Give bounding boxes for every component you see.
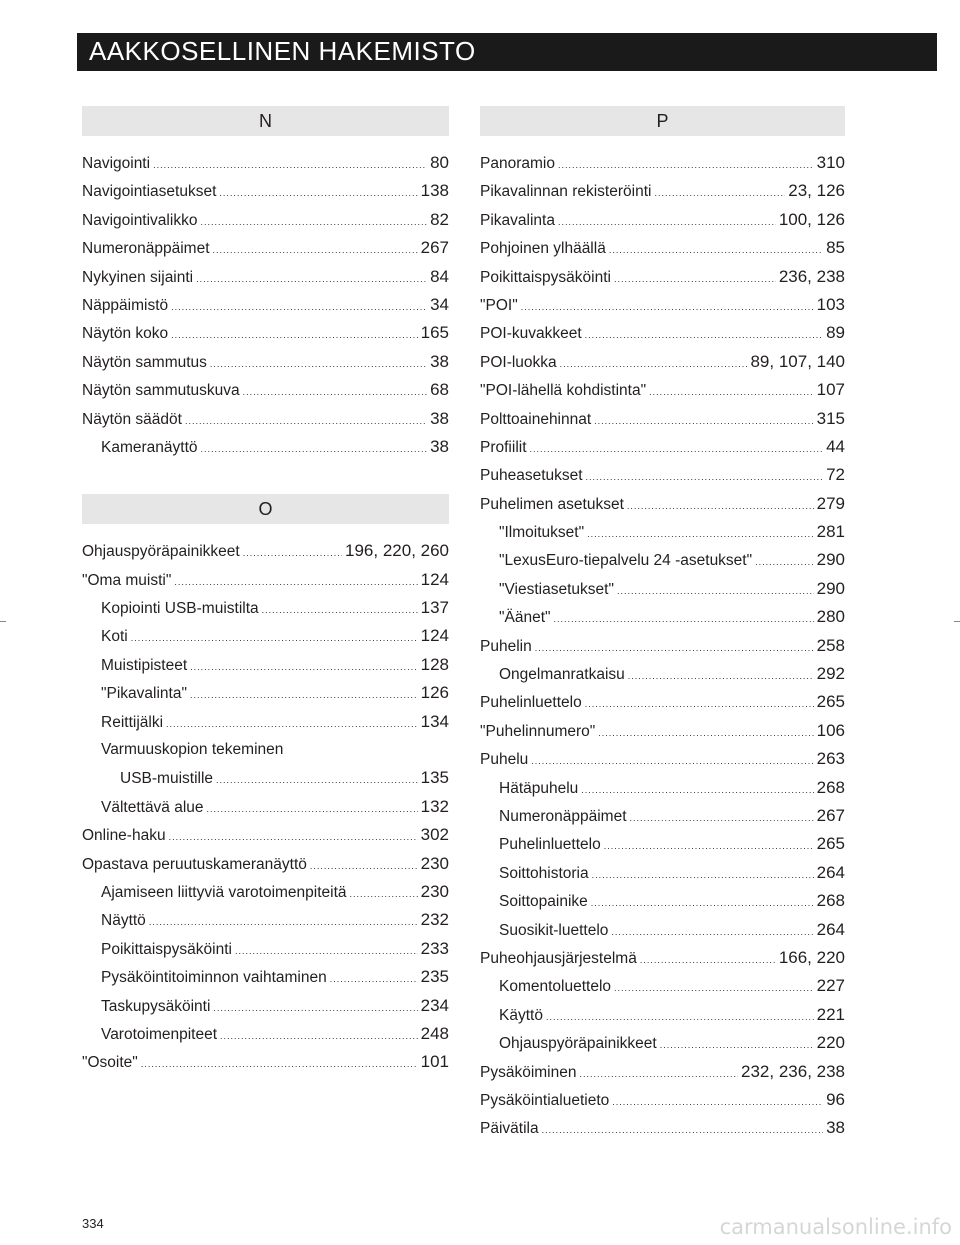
index-entry bbox=[480, 887, 845, 915]
index-term: Puhelimen asetukset bbox=[480, 495, 624, 513]
index-entry bbox=[480, 461, 845, 489]
index-page-ref: 290 bbox=[816, 550, 845, 570]
index-term: Numeronäppäimet bbox=[499, 807, 627, 825]
index-term: "Pikavalinta" bbox=[101, 685, 187, 703]
index-entry bbox=[480, 490, 845, 518]
index-page-ref: 264 bbox=[816, 919, 845, 939]
dot-leader bbox=[262, 596, 418, 622]
index-page-ref: 72 bbox=[826, 465, 845, 485]
index-entry bbox=[82, 878, 449, 906]
index-entry bbox=[82, 319, 449, 347]
dot-leader bbox=[310, 852, 418, 878]
index-page-ref: 23, 126 bbox=[788, 181, 845, 201]
index-entry bbox=[480, 688, 845, 716]
index-term: Navigointivalikko bbox=[82, 211, 198, 229]
dot-leader bbox=[554, 605, 814, 631]
dot-leader bbox=[627, 492, 814, 518]
dot-leader bbox=[755, 548, 814, 574]
index-entry bbox=[82, 206, 449, 234]
index-term: Taskupysäköinti bbox=[101, 997, 211, 1015]
dot-leader bbox=[640, 946, 776, 972]
index-page-ref: 265 bbox=[816, 834, 845, 854]
right-column bbox=[480, 106, 845, 1143]
index-term: Profiilit bbox=[480, 438, 527, 456]
index-entry bbox=[480, 632, 845, 660]
dot-leader bbox=[166, 710, 418, 736]
index-term: Koti bbox=[101, 628, 128, 646]
page-title: AAKKOSELLINEN HAKEMISTO bbox=[89, 36, 476, 66]
index-term: "LexusEuro-tiepalvelu 24 -asetukset" bbox=[499, 552, 753, 570]
crop-mark-right bbox=[954, 621, 960, 622]
index-page-ref: 134 bbox=[420, 711, 449, 731]
index-entry bbox=[480, 1086, 845, 1114]
index-page-ref: 290 bbox=[816, 578, 845, 598]
index-entry bbox=[480, 944, 845, 972]
index-page-ref: 232 bbox=[420, 910, 449, 930]
dot-leader bbox=[604, 832, 814, 858]
dot-leader bbox=[592, 861, 814, 887]
index-page-ref: 230 bbox=[420, 881, 449, 901]
dot-leader bbox=[546, 1003, 814, 1029]
dot-leader bbox=[141, 1050, 418, 1076]
index-term: Soittohistoria bbox=[499, 864, 589, 882]
page-number: 334 bbox=[82, 1216, 104, 1231]
index-page-ref: 44 bbox=[826, 436, 845, 456]
dot-leader bbox=[558, 208, 776, 234]
dot-leader bbox=[580, 1060, 739, 1086]
index-term: POI-kuvakkeet bbox=[480, 325, 582, 343]
section-header-p: P bbox=[480, 106, 845, 136]
index-entry bbox=[82, 935, 449, 963]
section-p-entries bbox=[480, 149, 845, 1143]
index-term: Opastava peruutuskameranäyttö bbox=[82, 855, 307, 873]
dot-leader bbox=[581, 776, 813, 802]
index-page-ref: 235 bbox=[420, 967, 449, 987]
dot-leader bbox=[131, 624, 418, 650]
section-n-entries bbox=[82, 149, 449, 461]
index-entry bbox=[480, 348, 845, 376]
index-entry bbox=[480, 1029, 845, 1057]
index-term: "Oma muisti" bbox=[82, 571, 172, 589]
index-term: Navigointiasetukset bbox=[82, 183, 217, 201]
index-page-ref: 248 bbox=[420, 1023, 449, 1043]
dot-leader bbox=[243, 378, 427, 404]
index-term: Näytön sammutuskuva bbox=[82, 382, 240, 400]
index-term: "Osoite" bbox=[82, 1054, 138, 1072]
index-term: Nykyinen sijainti bbox=[82, 268, 194, 286]
index-page-ref: 264 bbox=[816, 862, 845, 882]
index-page-ref: 89 bbox=[826, 323, 845, 343]
index-entry bbox=[82, 376, 449, 404]
dot-leader bbox=[558, 151, 814, 177]
dot-leader bbox=[611, 918, 813, 944]
index-entry bbox=[82, 736, 449, 764]
left-column bbox=[82, 106, 449, 1077]
dot-leader bbox=[587, 520, 814, 546]
index-entry bbox=[82, 263, 449, 291]
index-term: Varotoimenpiteet bbox=[101, 1025, 218, 1043]
index-entry bbox=[82, 992, 449, 1020]
index-entry bbox=[82, 348, 449, 376]
index-page-ref: 302 bbox=[420, 825, 449, 845]
index-term: USB-muistille bbox=[120, 770, 214, 788]
dot-leader bbox=[617, 577, 814, 603]
dot-leader bbox=[598, 719, 813, 745]
index-term: Panoramio bbox=[480, 155, 555, 172]
index-page-ref: 268 bbox=[816, 777, 845, 797]
index-term: "Äänet" bbox=[499, 609, 551, 627]
index-page-ref: 80 bbox=[430, 153, 449, 172]
index-entry bbox=[82, 708, 449, 736]
index-term: Kopiointi USB-muistilta bbox=[101, 600, 259, 618]
index-entry bbox=[82, 234, 449, 262]
index-entry bbox=[480, 575, 845, 603]
index-entry bbox=[480, 916, 845, 944]
dot-leader bbox=[213, 236, 418, 262]
index-term: Varmuuskopion tekeminen bbox=[101, 741, 284, 759]
index-term: Kameranäyttö bbox=[101, 438, 198, 456]
dot-leader bbox=[612, 1088, 823, 1114]
dot-leader bbox=[614, 974, 814, 1000]
index-page-ref: 107 bbox=[816, 380, 845, 400]
dot-leader bbox=[585, 690, 814, 716]
index-term: Poikittaispysäköinti bbox=[480, 268, 611, 286]
index-term: Vältettävä alue bbox=[101, 798, 204, 816]
index-entry bbox=[82, 1048, 449, 1076]
dot-leader bbox=[185, 407, 427, 433]
index-entry bbox=[480, 149, 845, 177]
index-entry bbox=[480, 972, 845, 1000]
index-entry bbox=[480, 717, 845, 745]
index-term: Ohjauspyöräpainikkeet bbox=[82, 543, 240, 561]
index-page-ref: 166, 220 bbox=[778, 947, 845, 967]
index-entry bbox=[480, 774, 845, 802]
dot-leader bbox=[350, 880, 418, 906]
index-page-ref: 38 bbox=[826, 1118, 845, 1138]
dot-leader bbox=[609, 236, 823, 262]
dot-leader bbox=[542, 1116, 823, 1142]
dot-leader bbox=[649, 378, 814, 404]
dot-leader bbox=[654, 179, 785, 205]
index-entry bbox=[82, 291, 449, 319]
dot-leader bbox=[210, 350, 427, 376]
index-entry bbox=[82, 821, 449, 849]
index-page-ref: 258 bbox=[816, 635, 845, 655]
index-term: Polttoainehinnat bbox=[480, 410, 592, 428]
index-page-ref: 230 bbox=[420, 853, 449, 873]
index-term: Pikavalinta bbox=[480, 211, 555, 229]
index-entry bbox=[480, 433, 845, 461]
index-term: Soittopainike bbox=[499, 893, 588, 911]
index-page-ref: 315 bbox=[816, 408, 845, 428]
index-term: Puhelinluettelo bbox=[499, 836, 601, 854]
index-term: Puheasetukset bbox=[480, 467, 583, 485]
dot-leader bbox=[530, 435, 824, 461]
dot-leader bbox=[628, 662, 814, 688]
index-page-ref: 236, 238 bbox=[778, 266, 845, 286]
dot-leader bbox=[235, 937, 418, 963]
dot-leader bbox=[614, 265, 776, 291]
index-entry bbox=[480, 263, 845, 291]
index-page-ref: 38 bbox=[430, 351, 449, 371]
index-entry bbox=[480, 802, 845, 830]
dot-leader bbox=[153, 151, 427, 177]
dot-leader bbox=[190, 653, 417, 679]
index-page-ref: 135 bbox=[420, 768, 449, 788]
dot-leader bbox=[190, 681, 418, 707]
index-page-ref: 85 bbox=[826, 238, 845, 258]
index-entry bbox=[82, 149, 449, 177]
index-page-ref: 84 bbox=[430, 266, 449, 286]
index-term: Puheohjausjärjestelmä bbox=[480, 949, 637, 967]
index-page-ref: 100, 126 bbox=[778, 209, 845, 229]
index-entry bbox=[480, 206, 845, 234]
index-entry bbox=[82, 566, 449, 594]
index-page-ref: 106 bbox=[816, 720, 845, 740]
index-page-ref: 233 bbox=[420, 938, 449, 958]
dot-leader bbox=[560, 350, 748, 376]
index-page-ref: 34 bbox=[430, 294, 449, 314]
index-page-ref: 227 bbox=[816, 976, 845, 996]
dot-leader bbox=[586, 463, 824, 489]
dot-leader bbox=[594, 407, 813, 433]
index-entry bbox=[480, 603, 845, 631]
index-term: Näyttö bbox=[101, 912, 146, 930]
index-term: Pysäköiminen bbox=[480, 1063, 577, 1081]
index-term: Ajamiseen liittyviä varotoimenpiteitä bbox=[101, 883, 347, 901]
index-term: Hätäpuhelu bbox=[499, 779, 579, 797]
section-header-o: O bbox=[82, 494, 449, 524]
index-page-ref: 126 bbox=[420, 683, 449, 703]
dot-leader bbox=[585, 321, 823, 347]
index-entry bbox=[82, 433, 449, 461]
index-term: "POI-lähellä kohdistinta" bbox=[480, 382, 647, 400]
index-page-ref: 103 bbox=[816, 294, 845, 314]
index-page-ref: 132 bbox=[420, 796, 449, 816]
index-entry bbox=[480, 1114, 845, 1142]
index-page-ref: 89, 107, 140 bbox=[750, 351, 845, 371]
dot-leader bbox=[243, 539, 342, 565]
dot-leader bbox=[660, 1031, 814, 1057]
index-page-ref: 96 bbox=[826, 1089, 845, 1109]
index-entry bbox=[480, 234, 845, 262]
index-term: Ongelmanratkaisu bbox=[499, 666, 625, 684]
index-entry bbox=[480, 859, 845, 887]
dot-leader bbox=[216, 766, 418, 792]
dot-leader bbox=[591, 889, 814, 915]
index-entry bbox=[480, 405, 845, 433]
index-entry bbox=[82, 537, 449, 565]
index-term: Näppäimistö bbox=[82, 296, 169, 314]
index-term: Pohjoinen ylhäällä bbox=[480, 240, 606, 258]
index-term: "POI" bbox=[480, 296, 518, 314]
index-term: Pysäköintitoiminnon vaihtaminen bbox=[101, 969, 327, 987]
index-page-ref: 268 bbox=[816, 891, 845, 911]
dot-leader bbox=[630, 804, 814, 830]
index-page-ref: 267 bbox=[420, 238, 449, 258]
index-page-ref: 137 bbox=[420, 598, 449, 618]
index-page-ref: 263 bbox=[816, 749, 845, 769]
dot-leader bbox=[174, 568, 417, 594]
index-page-ref: 38 bbox=[430, 408, 449, 428]
index-page-ref: 281 bbox=[816, 522, 845, 542]
index-entry bbox=[82, 679, 449, 707]
index-term: Reittijälki bbox=[101, 713, 164, 731]
dot-leader bbox=[200, 208, 427, 234]
index-term: Komentoluettelo bbox=[499, 978, 612, 996]
dot-leader bbox=[149, 908, 418, 934]
dot-leader bbox=[213, 994, 417, 1020]
section-header-n: N bbox=[82, 106, 449, 136]
index-entry bbox=[82, 622, 449, 650]
index-entry bbox=[82, 651, 449, 679]
index-term: Ohjauspyöräpainikkeet bbox=[499, 1035, 657, 1053]
dot-leader bbox=[531, 747, 813, 773]
index-entry bbox=[480, 1058, 845, 1086]
index-page-ref: 68 bbox=[430, 380, 449, 400]
index-page-ref: 220 bbox=[816, 1033, 845, 1053]
index-term: Navigointi bbox=[82, 155, 151, 172]
index-page-ref: 234 bbox=[420, 995, 449, 1015]
index-entry bbox=[480, 319, 845, 347]
index-term: Muistipisteet bbox=[101, 656, 188, 674]
index-term: Puhelin bbox=[480, 637, 532, 655]
index-page-ref: 101 bbox=[420, 1052, 449, 1072]
index-term: Poikittaispysäköinti bbox=[101, 940, 232, 958]
index-term: "Puhelinnumero" bbox=[480, 722, 596, 740]
index-page-ref: 128 bbox=[420, 654, 449, 674]
index-entry bbox=[82, 1020, 449, 1048]
index-term: Käyttö bbox=[499, 1006, 543, 1024]
dot-leader bbox=[171, 293, 427, 319]
index-entry bbox=[480, 830, 845, 858]
crop-mark-left bbox=[0, 621, 6, 622]
index-entry bbox=[82, 594, 449, 622]
dot-leader bbox=[169, 823, 418, 849]
section-o-entries bbox=[82, 537, 449, 1076]
index-page-ref: 310 bbox=[816, 153, 845, 172]
index-entry bbox=[480, 291, 845, 319]
index-page-ref: 196, 220, 260 bbox=[345, 541, 449, 561]
index-term: Puhelu bbox=[480, 751, 529, 769]
index-page-ref: 279 bbox=[816, 493, 845, 513]
index-page-ref: 38 bbox=[430, 436, 449, 456]
index-page-ref: 265 bbox=[816, 692, 845, 712]
dot-leader bbox=[330, 965, 418, 991]
index-entry bbox=[480, 745, 845, 773]
dot-leader bbox=[219, 179, 417, 205]
index-entry bbox=[480, 1001, 845, 1029]
index-page-ref: 124 bbox=[420, 569, 449, 589]
index-page-ref: 292 bbox=[816, 664, 845, 684]
index-entry bbox=[82, 177, 449, 205]
dot-leader bbox=[196, 265, 427, 291]
index-term: Näytön koko bbox=[82, 325, 169, 343]
index-entry bbox=[480, 518, 845, 546]
index-term: Näytön säädöt bbox=[82, 410, 182, 428]
watermark: carmanualsonline.info bbox=[719, 1215, 952, 1239]
index-entry bbox=[82, 963, 449, 991]
index-term: Näytön sammutus bbox=[82, 353, 207, 371]
index-page-ref: 267 bbox=[816, 805, 845, 825]
index-entry bbox=[480, 376, 845, 404]
index-page-ref: 124 bbox=[420, 626, 449, 646]
dot-leader bbox=[201, 435, 428, 461]
dot-leader bbox=[535, 634, 814, 660]
index-term: Päivätila bbox=[480, 1120, 539, 1138]
index-page-ref: 138 bbox=[420, 181, 449, 201]
index-entry bbox=[82, 793, 449, 821]
index-entry bbox=[82, 850, 449, 878]
index-term: Pikavalinnan rekisteröinti bbox=[480, 183, 652, 201]
index-page-ref: 221 bbox=[816, 1004, 845, 1024]
index-entry bbox=[82, 405, 449, 433]
index-page-ref: 280 bbox=[816, 607, 845, 627]
index-term: "Viestiasetukset" bbox=[499, 580, 614, 598]
index-term: Pysäköintialuetieto bbox=[480, 1091, 610, 1109]
dot-leader bbox=[207, 795, 418, 821]
dot-leader bbox=[171, 321, 417, 347]
dot-leader bbox=[521, 293, 814, 319]
index-page-ref: 82 bbox=[430, 209, 449, 229]
index-term: Numeronäppäimet bbox=[82, 240, 210, 258]
header-bar bbox=[77, 33, 937, 71]
index-term: POI-luokka bbox=[480, 353, 557, 371]
index-page-ref: 232, 236, 238 bbox=[741, 1061, 845, 1081]
index-entry bbox=[480, 546, 845, 574]
index-entry bbox=[82, 906, 449, 934]
index-term: Suosikit-luettelo bbox=[499, 921, 609, 939]
dot-leader bbox=[220, 1022, 418, 1048]
index-entry bbox=[82, 764, 449, 792]
index-term: Puhelinluettelo bbox=[480, 694, 582, 712]
index-term: "Ilmoitukset" bbox=[499, 524, 585, 542]
index-entry bbox=[480, 660, 845, 688]
index-term: Online-haku bbox=[82, 827, 166, 845]
index-page-ref: 165 bbox=[420, 323, 449, 343]
index-entry bbox=[480, 177, 845, 205]
